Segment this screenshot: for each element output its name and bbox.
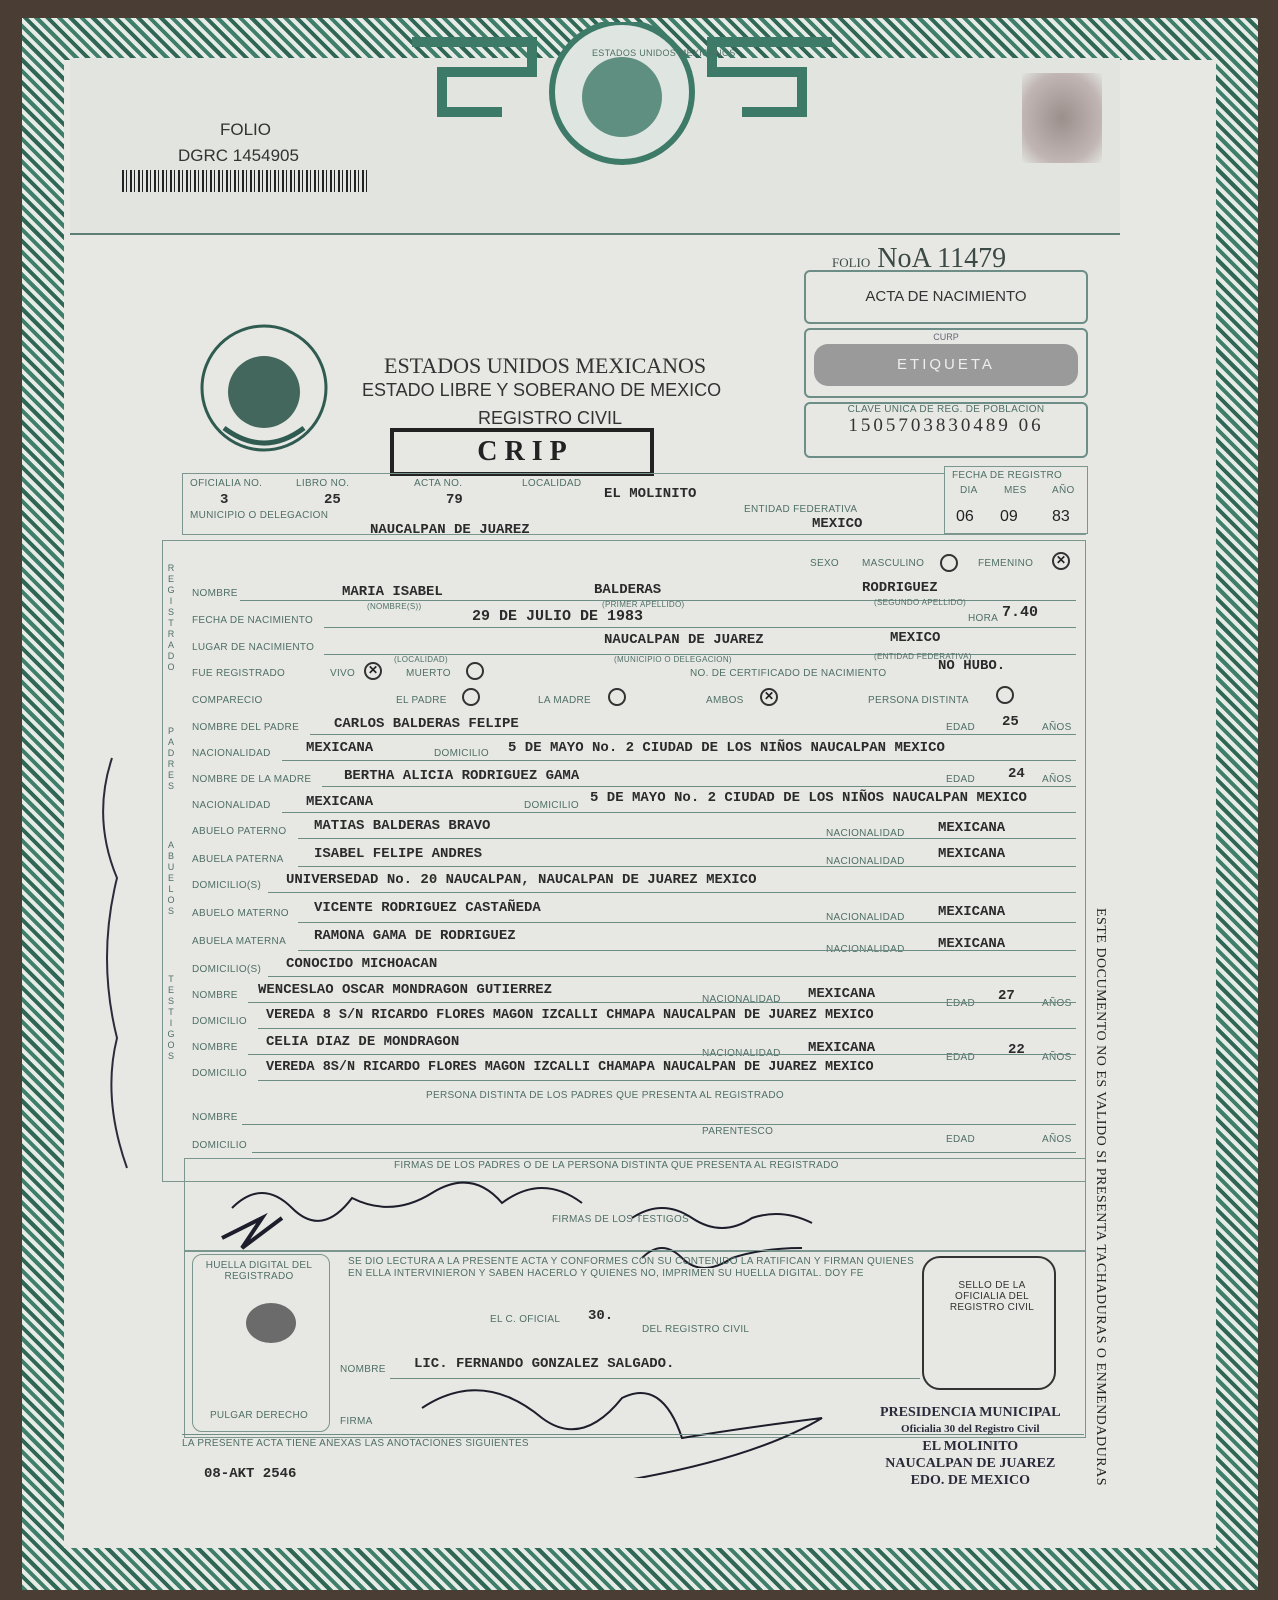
abuela-paterna-nac: MEXICANA [938,846,1006,862]
municipal-stamp: PRESIDENCIA MUNICIPAL Oficialia 30 del Registro Civil EL MOLINITO NAUCALPAN DE JUAREZ EDO. DE MEXICO [880,1405,1061,1488]
padre-nacionalidad-value: MEXICANA [306,740,374,756]
curp-box: CURP ETIQUETA [804,328,1088,398]
femenino-circle-marked [1052,552,1070,570]
side-testigos: TESTIGOS [166,974,176,1062]
testigo2-edad: 22 [1008,1042,1025,1058]
sello-box [922,1256,1056,1390]
masculino-circle [940,554,958,572]
stain [1022,73,1102,163]
certificado-value: NO HUBO. [938,658,1006,674]
madre-nacionalidad-value: MEXICANA [306,794,374,810]
lugar-municipio-value: NAUCALPAN DE JUAREZ [604,632,764,648]
abuelo-paterno-value: MATIAS BALDERAS BRAVO [314,818,491,834]
madre-domicilio-value: 5 DE MAYO No. 2 CIUDAD DE LOS NIÑOS NAUCALPAN MEXICO [590,790,1027,806]
side-abuelos: ABUELOS [166,840,176,917]
abuelos-paternos-domicilio: UNIVERSEDAD No. 20 NAUCALPAN, NAUCALPAN DE JUAREZ MEXICO [286,872,757,888]
muerto-circle [466,662,484,680]
madre-edad-value: 24 [1008,766,1025,782]
fingerprint-icon [246,1303,296,1343]
testigo1-domicilio: VEREDA 8 S/N RICARDO FLORES MAGON IZCALLI CHMAPA NAUCALPAN DE JUAREZ MEXICO [266,1008,874,1023]
padre-edad-value: 25 [1002,714,1019,730]
padre-circle [462,688,480,706]
title-registro-civil: REGISTRO CIVIL [478,408,623,428]
title-estado-libre: ESTADO LIBRE Y SOBERANO DE MEXICO [362,380,722,400]
top-seal-emblem-icon [402,22,842,182]
padre-nombre-value: CARLOS BALDERAS FELIPE [334,716,519,732]
acta-value: 79 [446,492,463,508]
mexico-coat-of-arms-icon [194,318,334,458]
apellido1-value: BALDERAS [594,582,662,598]
top-seal-text: ESTADOS UNIDOS MEXICANOS [592,48,736,58]
side-registrado: REGISTRADO [166,563,176,673]
madre-circle [608,688,626,706]
abuela-paterna-value: ISABEL FELIPE ANDRES [314,846,483,862]
acta-title-box [804,270,1088,324]
persona-distinta-heading: PERSONA DISTINTA DE LOS PADRES QUE PRESENTA AL REGISTRADO [426,1090,784,1101]
crip-stamp: C R I P [390,428,654,476]
lectura-text: SE DIO LECTURA A LA PRESENTE ACTA Y CONFORMES CON SU CONTENIDO LA RATIFICAN Y FIRMAN QUIENES EN ELLA INTERVINIERON Y SABEN HACERLO Y QUIENES NO, IMPRIMEN SU HUELLA DIGITAL. DOY FE [348,1256,915,1279]
oficial-numero: 30. [588,1308,614,1324]
apellido2-value: RODRIGUEZ [862,580,938,596]
madre-nombre-value: BERTHA ALICIA RODRIGUEZ GAMA [344,768,580,784]
abuelo-paterno-nac: MEXICANA [938,820,1006,836]
anexas-text: LA PRESENTE ACTA TIENE ANEXAS LAS ANOTACIONES SIGUIENTES [182,1438,529,1449]
fecha-mes: 09 [1000,508,1018,525]
fecha-nacimiento-value: 29 DE JULIO DE 1983 [472,608,644,625]
abuelos-maternos-domicilio: CONOCIDO MICHOACAN [286,956,438,972]
ambos-circle-marked [760,688,778,706]
nombre-value: MARIA ISABEL [342,584,443,600]
testigo1-edad: 27 [998,988,1015,1004]
clave-value: 1505703830489 06 [848,415,1044,436]
libro-value: 25 [324,492,341,508]
handwritten-annotation-icon [82,738,142,1178]
testigo2-nombre: CELIA DIAZ DE MONDRAGON [266,1034,460,1050]
folio-number: FOLIO NoA 11479 [832,243,1007,274]
entidad-value: MEXICO [812,516,863,532]
title-estados: ESTADOS UNIDOS MEXICANOS [384,353,707,378]
curp-sticker: ETIQUETA [814,344,1078,386]
abuelo-materno-nac: MEXICANA [938,904,1006,920]
barcode [122,170,370,192]
distinta-circle [996,686,1014,704]
hora-value: 7.40 [1002,604,1039,621]
fecha-ano: 83 [1052,508,1070,525]
abuela-materna-value: RAMONA GAMA DE RODRIGUEZ [314,928,516,944]
side-padres: PADRES [166,726,176,792]
municipio-value: NAUCALPAN DE JUAREZ [370,522,530,538]
validity-warning: ESTE DOCUMENTO NO ES VALIDO SI PRESENTA TACHADURAS O ENMENDADURAS [1093,908,1108,1486]
localidad-value: EL MOLINITO [604,486,697,502]
abuela-materna-nac: MEXICANA [938,936,1006,952]
testigo1-nac: MEXICANA [808,986,876,1002]
lugar-entidad-value: MEXICO [890,630,941,646]
clave-box: CLAVE UNICA DE REG. DE POBLACION 1505703830489 06 [804,402,1088,458]
abuelo-materno-value: VICENTE RODRIGUEZ CASTAÑEDA [314,900,541,916]
testigo1-nombre: WENCESLAO OSCAR MONDRAGON GUTIERREZ [258,982,553,998]
oficial-signature-icon [402,1368,882,1478]
padre-domicilio-value: 5 DE MAYO No. 2 CIUDAD DE LOS NIÑOS NAUCALPAN MEXICO [508,740,945,756]
vivo-circle-marked [364,662,382,680]
folio-dgrc: DGRC 1454905 [178,146,299,165]
oficialia-value: 3 [220,492,229,508]
testigo2-nac: MEXICANA [808,1040,876,1056]
birth-certificate: ESTADOS UNIDOS MEXICANOS FOLIO DGRC 1454905 FOLIO NoA 11479 ACTA DE NACIMIENTO CURP ETIQUETA CLAVE UNICA DE REG. DE POBLACION 1505703830489 06 ESTADOS UNIDOS MEXICANOS ESTADO LIBRE Y SOBERANO DE MEXICO REGISTRO CIVIL C R I P OFICIALIA NO. 3 LIBRO NO. 25 ACTA NO. 79 LOCALIDAD EL MOLINITO MUNICIPIO O DELEGACION NAUCALPAN DE JUAREZ ENTIDAD FEDERATIVA MEXICO FECHA DE REGISTRO DIA MES AÑO 06 09 83 REGISTRADO PADRES ABUELOS TESTIGOS SEXO MASCULINO FEMENINO ✕ NOMBRE MARIA ISABEL (NOMBRE(S)) BALDERAS (PRIMER APELLIDO) RODRIGUEZ (SEGUNDO APELLIDO) FECHA DE NACIMIENTO 29 DE JULIO DE 1983 HORA 7.40 LUGAR DE NACIMIENTO NAUCALPAN DE JUAREZ MEXICO (LOCALIDAD) (MUNICIPIO O DELEGACION) (ENTIDAD FEDERATIVA) FUE REGISTRADO VIVO ✕ MUERTO NO. DE CERTIFICADO DE NACIMIENTO NO HUBO. COMPARECIO EL PADRE LA MADRE AMBOS ✕ PERSONA DISTINTA NOMBRE DEL PADRE CARLOS BALDERAS FELIPE EDAD 25 AÑOS NACIONALIDAD MEXICANA DOMICILIO 5 DE MAYO No. 2 CIUDAD DE LOS NIÑOS NAUCALPAN MEXICO NOMBRE DE LA MADRE BERTHA ALICIA RODRIGUEZ GAMA EDAD 24 AÑOS NACIONALIDAD MEXICANA DOMICILIO 5 DE MAYO No. 2 CIUDAD DE LOS NIÑOS NAUCALPAN MEXICO ABUELO PATERNO MATIAS BALDERAS BRAVO NACIONALIDAD MEXICANA ABUELA PATERNA ISABEL FELIPE ANDRES NACIONALIDAD MEXICANA DOMICILIO(S) UNIVERSEDAD No. 20 NAUCALPAN, NAUCALPAN DE JUAREZ MEXICO ABUELO MATERNO VICENTE RODRIGUEZ CASTAÑEDA NACIONALIDAD MEXICANA ABUELA MATERNA RAMONA GAMA DE RODRIGUEZ NACIONALIDAD MEXICANA DOMICILIO(S) CONOCIDO MICHOACAN NOMBRE WENCESLAO OSCAR MONDRAGON GUTIERREZ NACIONALIDAD MEXICANA EDAD 27 AÑOS DOMICILIO VEREDA 8 S/N RICARDO FLORES MAGON IZCALLI CHMAPA NAUCALPAN DE JUAREZ MEXICO NOMBRE CELIA DIAZ DE MONDRAGON NACIONALIDAD MEXICANA EDAD 22 AÑOS DOMICILIO VEREDA 8S/N RICARDO FLORES MAGON IZCALLI CHAMAPA NAUCALPAN DE JUAREZ MEXICO PERSONA DISTINTA DE LOS PADRES QUE PRESENTA AL REGISTRADO NOMBRE PARENTESCO DOMICILIO EDAD AÑOS FIRMAS DE LOS PADRES O DE LA PERSONA DISTINTA QUE PRESENTA AL REGISTRADO FIRMAS DE LOS TESTIGOS HUELLA DIGITAL DEL REGISTRADO PULGAR DERECHO SE DIO LECTURA A LA PRESENTE ACTA Y CONFORMES CON SU CONTENIDO LA RATIFICAN Y FIRMAN QUIENES EN ELLA INTERVINIERON Y SABEN HACERLO Y QUIENES NO, IMPRIMEN SU HUELLA DIGITAL. DOY FE EL C. OFICIAL 30. DEL REGISTRO CIVIL NOMBRE LIC. FERNANDO GONZALEZ SALGADO. FIRMA SELLO DE LA OFICIALIA DEL REGISTRO CIVIL LA PRESENTE ACTA TIENE ANEXAS LAS ANOTACIONES SIGUIENTES 08-AKT 2546 PRESIDENCIA MUNICIPAL Oficialia 30 del Registro Civil EL MOLINITO NAUCALPAN DE JUAREZ EDO. DE MEXICO ESTE DOCUMENTO NO ES VALIDO SI PRESENTA TACHADURAS O ENMENDADURAS [22,18,1258,1590]
anotacion-value: 08-AKT 2546 [204,1466,297,1482]
folio-label: FOLIO [220,120,272,139]
acta-title: ACTA DE NACIMIENTO [865,288,1027,305]
fecha-dia: 06 [956,508,974,525]
oficial-nombre: LIC. FERNANDO GONZALEZ SALGADO. [414,1356,675,1372]
testigo2-domicilio: VEREDA 8S/N RICARDO FLORES MAGON IZCALLI CHAMAPA NAUCALPAN DE JUAREZ MEXICO [266,1060,874,1075]
